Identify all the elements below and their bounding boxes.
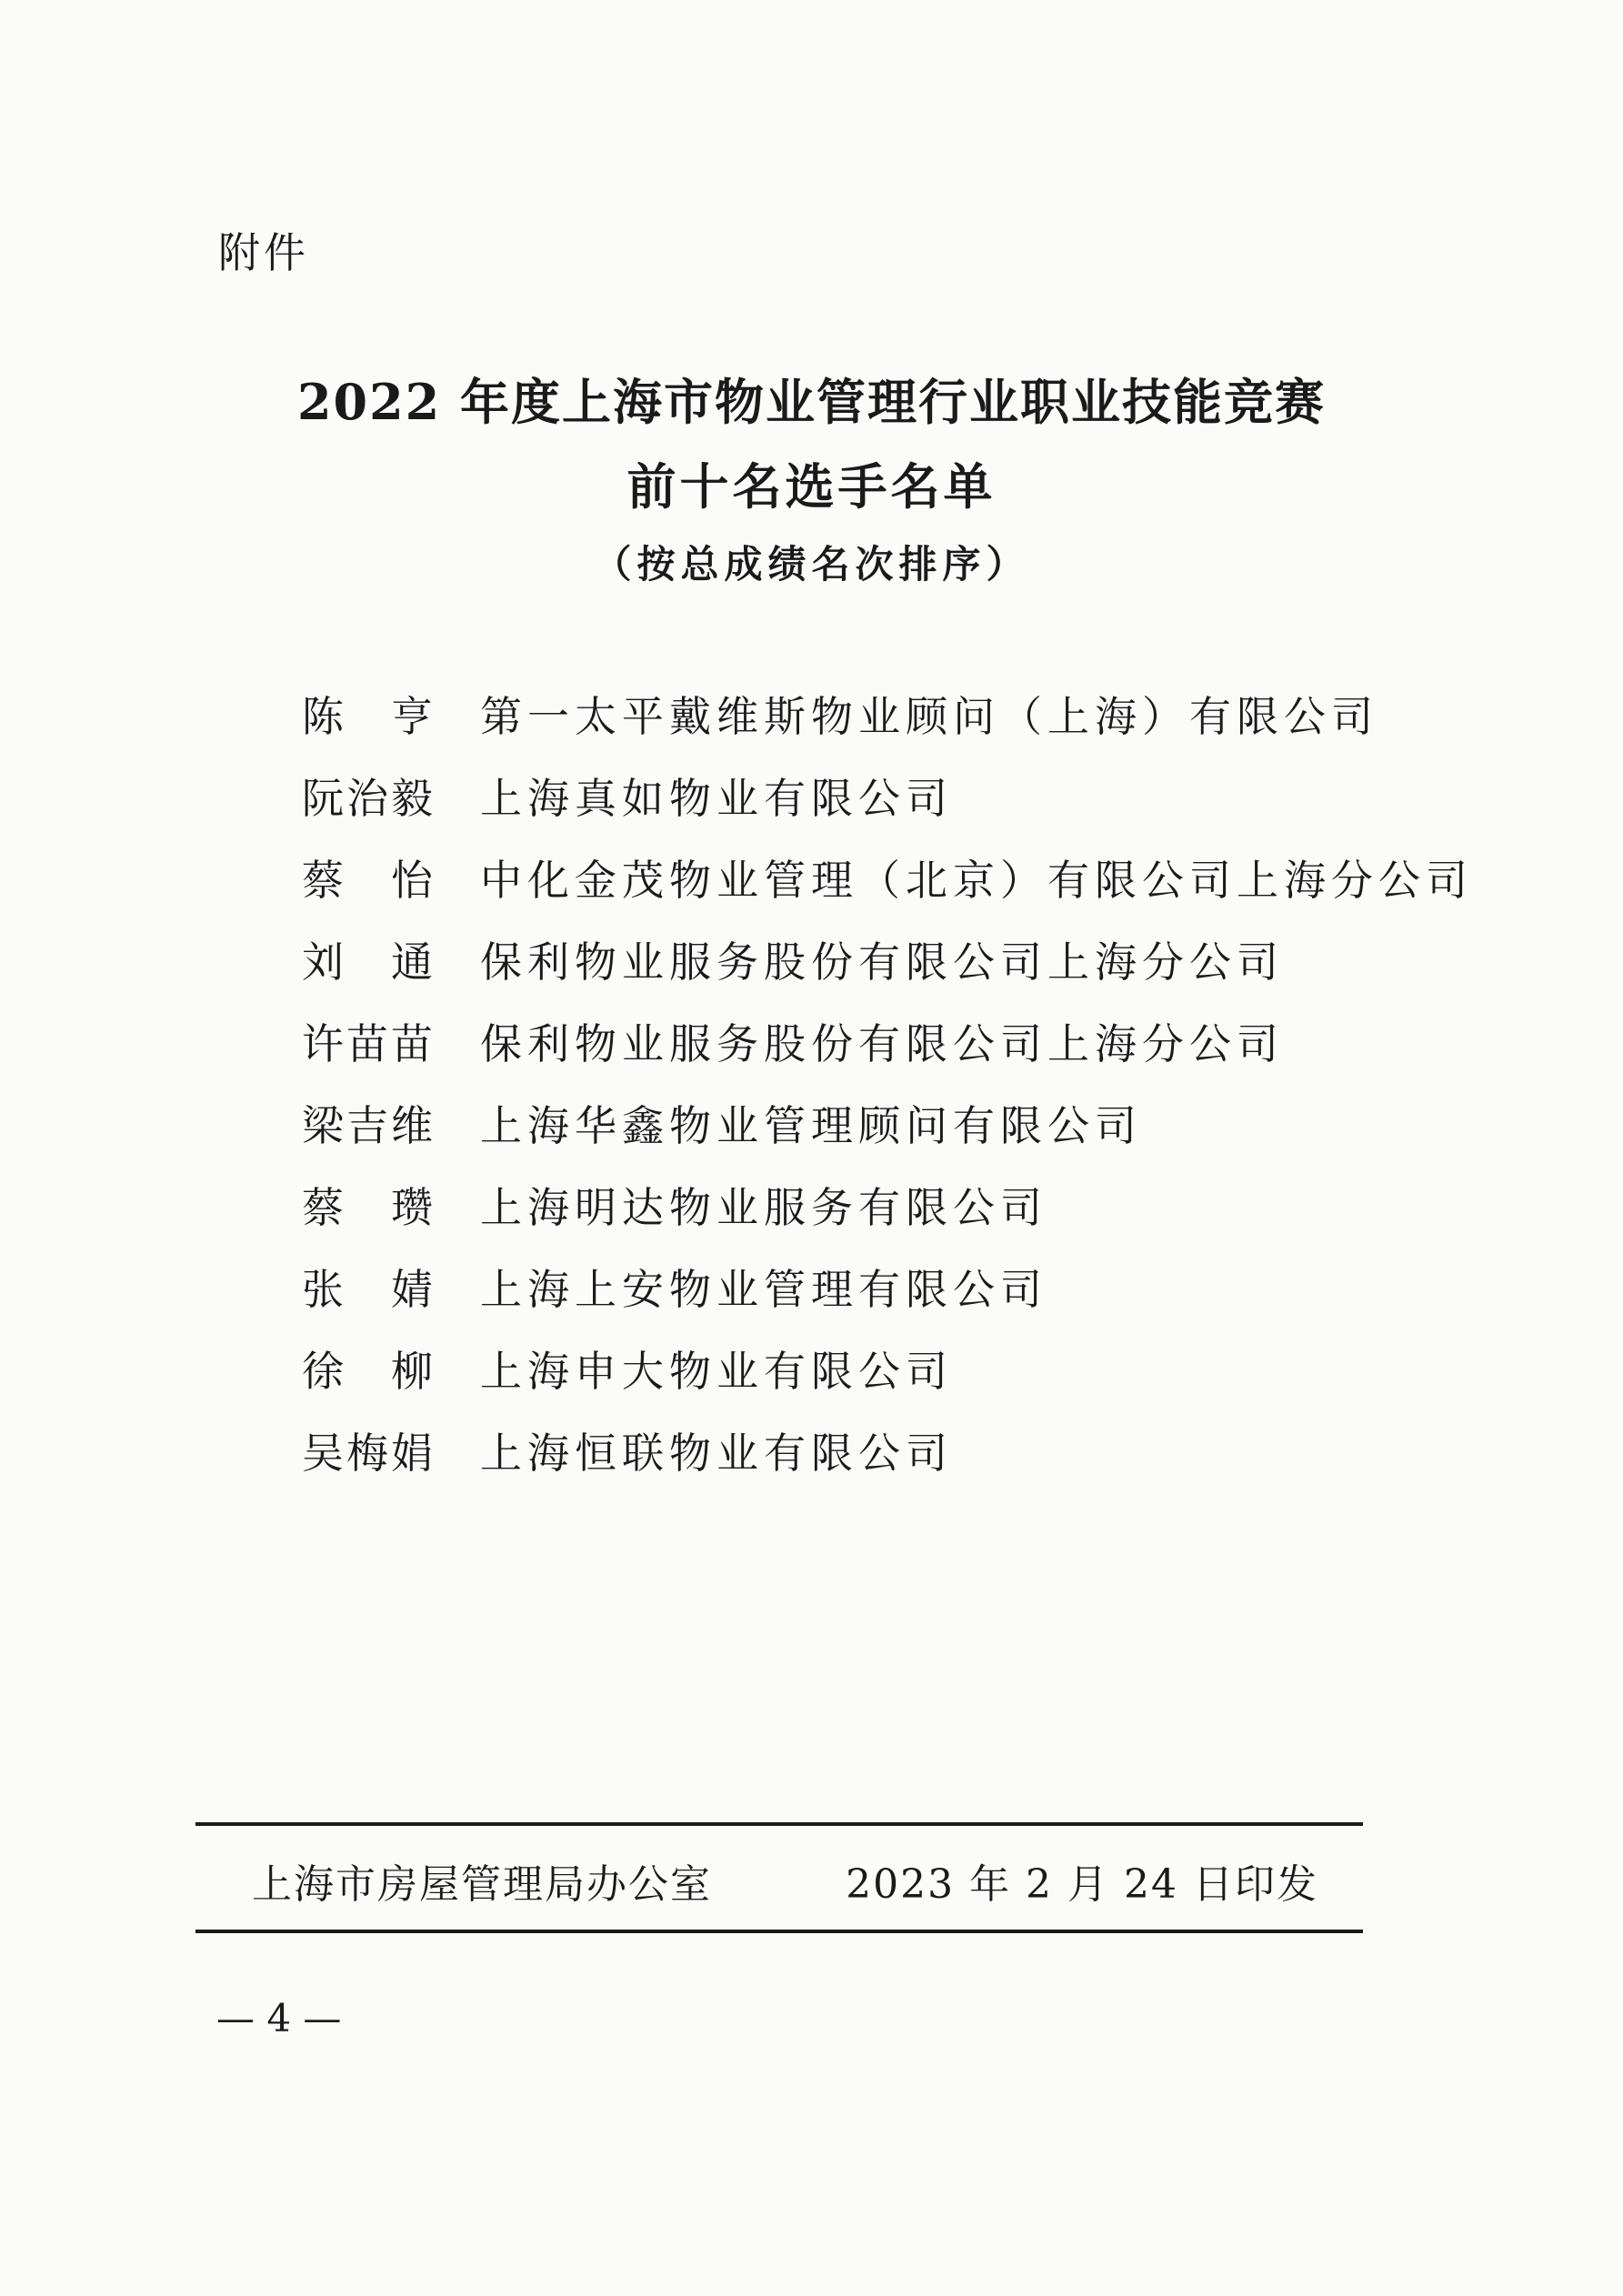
contestant-name: 陈亨 (302, 692, 435, 741)
list-item (302, 1082, 1473, 1164)
contestant-company: 上海上安物业管理有限公司 (480, 1265, 1047, 1314)
list-item (302, 1328, 1473, 1409)
contestant-name: 徐柳 (302, 1347, 435, 1396)
contestant-name: 张婧 (302, 1265, 435, 1314)
contestant-name: 吴梅娟 (302, 1429, 435, 1478)
document-title: 2022 年度上海市物业管理行业职业技能竞赛 (296, 373, 1327, 431)
issue-date: 2023 年 2 月 24 日印发 (846, 1861, 1318, 1908)
list-item (302, 1164, 1473, 1246)
list-item (302, 1246, 1473, 1328)
list-item (302, 918, 1473, 1000)
contestant-company: 上海真如物业有限公司 (480, 774, 953, 823)
document-subtitle: 前十名选手名单 (626, 457, 997, 516)
footer-divider-bottom (195, 1930, 1363, 1933)
contestant-company: 保利物业服务股份有限公司上海分公司 (480, 1019, 1284, 1068)
contestant-list (302, 673, 1473, 1491)
contestant-name: 阮治毅 (302, 774, 435, 823)
contestant-company: 上海申大物业有限公司 (480, 1347, 953, 1396)
contestant-name: 蔡瓒 (302, 1183, 435, 1232)
sort-note: （按总成绩名次排序） (593, 542, 1030, 587)
contestant-company: 上海华鑫物业管理顾问有限公司 (480, 1101, 1142, 1150)
list-item (302, 1000, 1473, 1082)
issuing-office: 上海市房屋管理局办公室 (252, 1861, 712, 1908)
list-item (302, 673, 1473, 755)
contestant-name: 刘通 (302, 937, 435, 987)
contestant-company: 上海恒联物业有限公司 (480, 1429, 953, 1478)
attachment-label: 附件 (218, 228, 309, 277)
page-number: — 4 — (216, 1996, 342, 2040)
list-item (302, 837, 1473, 918)
contestant-company: 第一太平戴维斯物业顾问（上海）有限公司 (480, 692, 1378, 741)
footer-divider-top (195, 1822, 1363, 1826)
contestant-company: 中化金茂物业管理（北京）有限公司上海分公司 (480, 856, 1473, 905)
contestant-name: 梁吉维 (302, 1101, 435, 1150)
contestant-name: 蔡怡 (302, 856, 435, 905)
list-item (302, 755, 1473, 837)
list-item (302, 1409, 1473, 1491)
contestant-company: 上海明达物业服务有限公司 (480, 1183, 1047, 1232)
contestant-name: 许苗苗 (302, 1019, 435, 1068)
contestant-company: 保利物业服务股份有限公司上海分公司 (480, 937, 1284, 987)
